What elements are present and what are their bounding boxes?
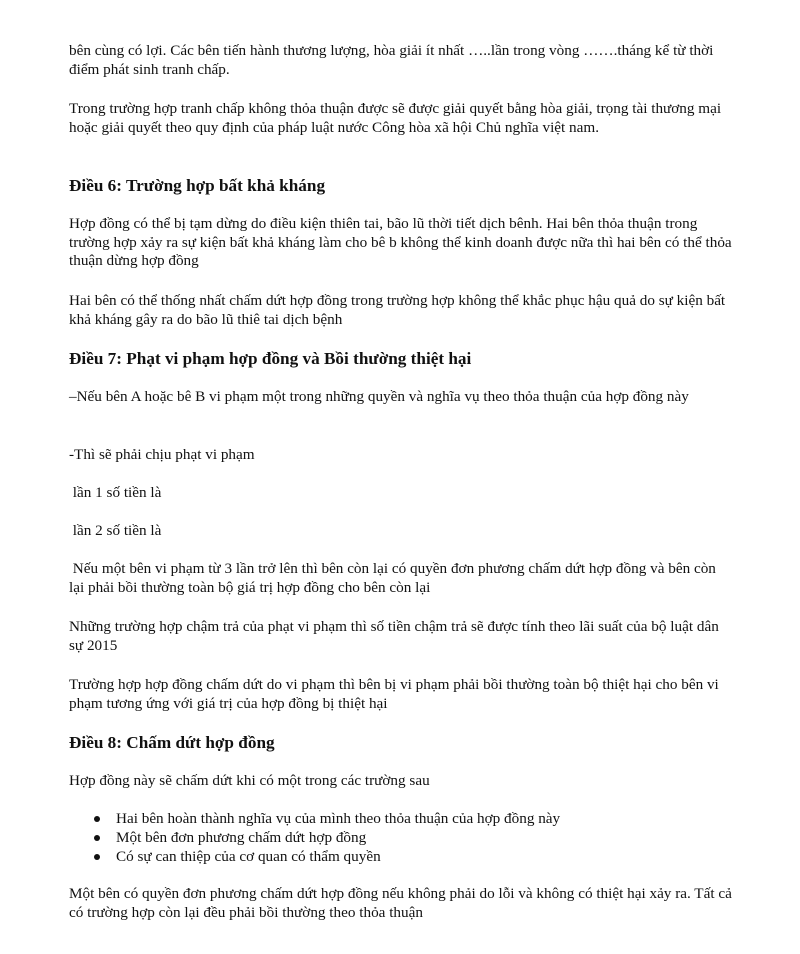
heading-article-7: Điều 7: Phạt vi phạm hợp đồng và Bồi thường thiệt hại [69, 349, 472, 368]
paragraph-unilateral-termination: Một bên có quyền đơn phương chấm dứt hợp đồng nếu không phải do lỗi và không có thiệt hại xảy ra. Tất cả có trường hợp còn lại đều phải bồi thường theo thỏa thuận [69, 885, 732, 921]
paragraph-penalty: -Thì sẽ phải chịu phạt vi phạm [69, 446, 255, 463]
heading-article-8: Điều 8: Chấm dứt hợp đồng [69, 733, 275, 752]
list-item-text: Có sự can thiệp của cơ quan có thẩm quyền [116, 848, 381, 865]
paragraph-negotiation: bên cùng có lợi. Các bên tiến hành thương lượng, hòa giải ít nhất …..lần trong vòng …….tháng kể từ thời điểm phát sinh tranh chấp. [69, 42, 714, 78]
paragraph-penalty-second: lần 2 số tiền là [69, 522, 162, 539]
paragraph-repeated-violation: Nếu một bên vi phạm từ 3 lần trở lên thì bên còn lại có quyền đơn phương chấm dứt hợp đồng và bên còn lại phải bồi thường toàn bộ giá trị hợp đồng cho bên còn lại [69, 560, 720, 596]
paragraph-compensation: Trường hợp hợp đồng chấm dứt do vi phạm thì bên bị vi phạm phải bồi thường toàn bộ thiệt hại cho bên vi phạm tương ứng với giá trị của hợp đồng bị thiệt hại [69, 676, 719, 712]
paragraph-force-majeure-1: Hợp đồng có thể bị tạm dừng do điều kiện thiên tai, bão lũ thời tiết dịch bênh. Hai bên thỏa thuận trong trường hợp xảy ra sự kiện bất khả kháng làm cho bê b không thể kinh doanh được nữa thì hai bên có thể thỏa thuận dừng hợp đồng [69, 215, 732, 269]
paragraph-force-majeure-2: Hai bên có thể thống nhất chấm dứt hợp đồng trong trường hợp không thể khắc phục hậu quả do sự kiện bất khả kháng gây ra do bão lũ thiê tai dịch bệnh [69, 292, 726, 328]
bullet-icon [94, 854, 100, 860]
paragraph-violation-condition: –Nếu bên A hoặc bê B vi phạm một trong những quyền và nghĩa vụ theo thỏa thuận của hợp đồng này [69, 388, 689, 405]
list-item-text: Một bên đơn phương chấm dứt hợp đồng [116, 829, 367, 846]
heading-article-6: Điều 6: Trường hợp bất khả kháng [69, 176, 326, 195]
list-item [69, 809, 560, 828]
paragraph-termination-intro: Hợp đồng này sẽ chấm dứt khi có một trong các trường sau [69, 772, 430, 789]
paragraph-dispute-resolution: Trong trường hợp tranh chấp không thỏa thuận được sẽ được giải quyết bằng hòa giải, trọng tài thương mại hoặc giải quyết theo quy định của pháp luật nước Công hòa xã hội Chủ nghĩa việt nam. [69, 100, 722, 136]
list-item [69, 828, 560, 847]
bullet-icon [94, 816, 100, 822]
bullet-icon [94, 835, 100, 841]
list-item [69, 847, 560, 866]
termination-list [69, 809, 560, 866]
paragraph-penalty-first: lần 1 số tiền là [69, 484, 162, 501]
list-item-text: Hai bên hoàn thành nghĩa vụ của mình theo thỏa thuận của hợp đồng này [116, 810, 561, 827]
paragraph-late-payment: Những trường hợp chậm trả của phạt vi phạm thì số tiền chậm trả sẽ được tính theo lãi suất của bộ luật dân sự 2015 [69, 618, 719, 654]
